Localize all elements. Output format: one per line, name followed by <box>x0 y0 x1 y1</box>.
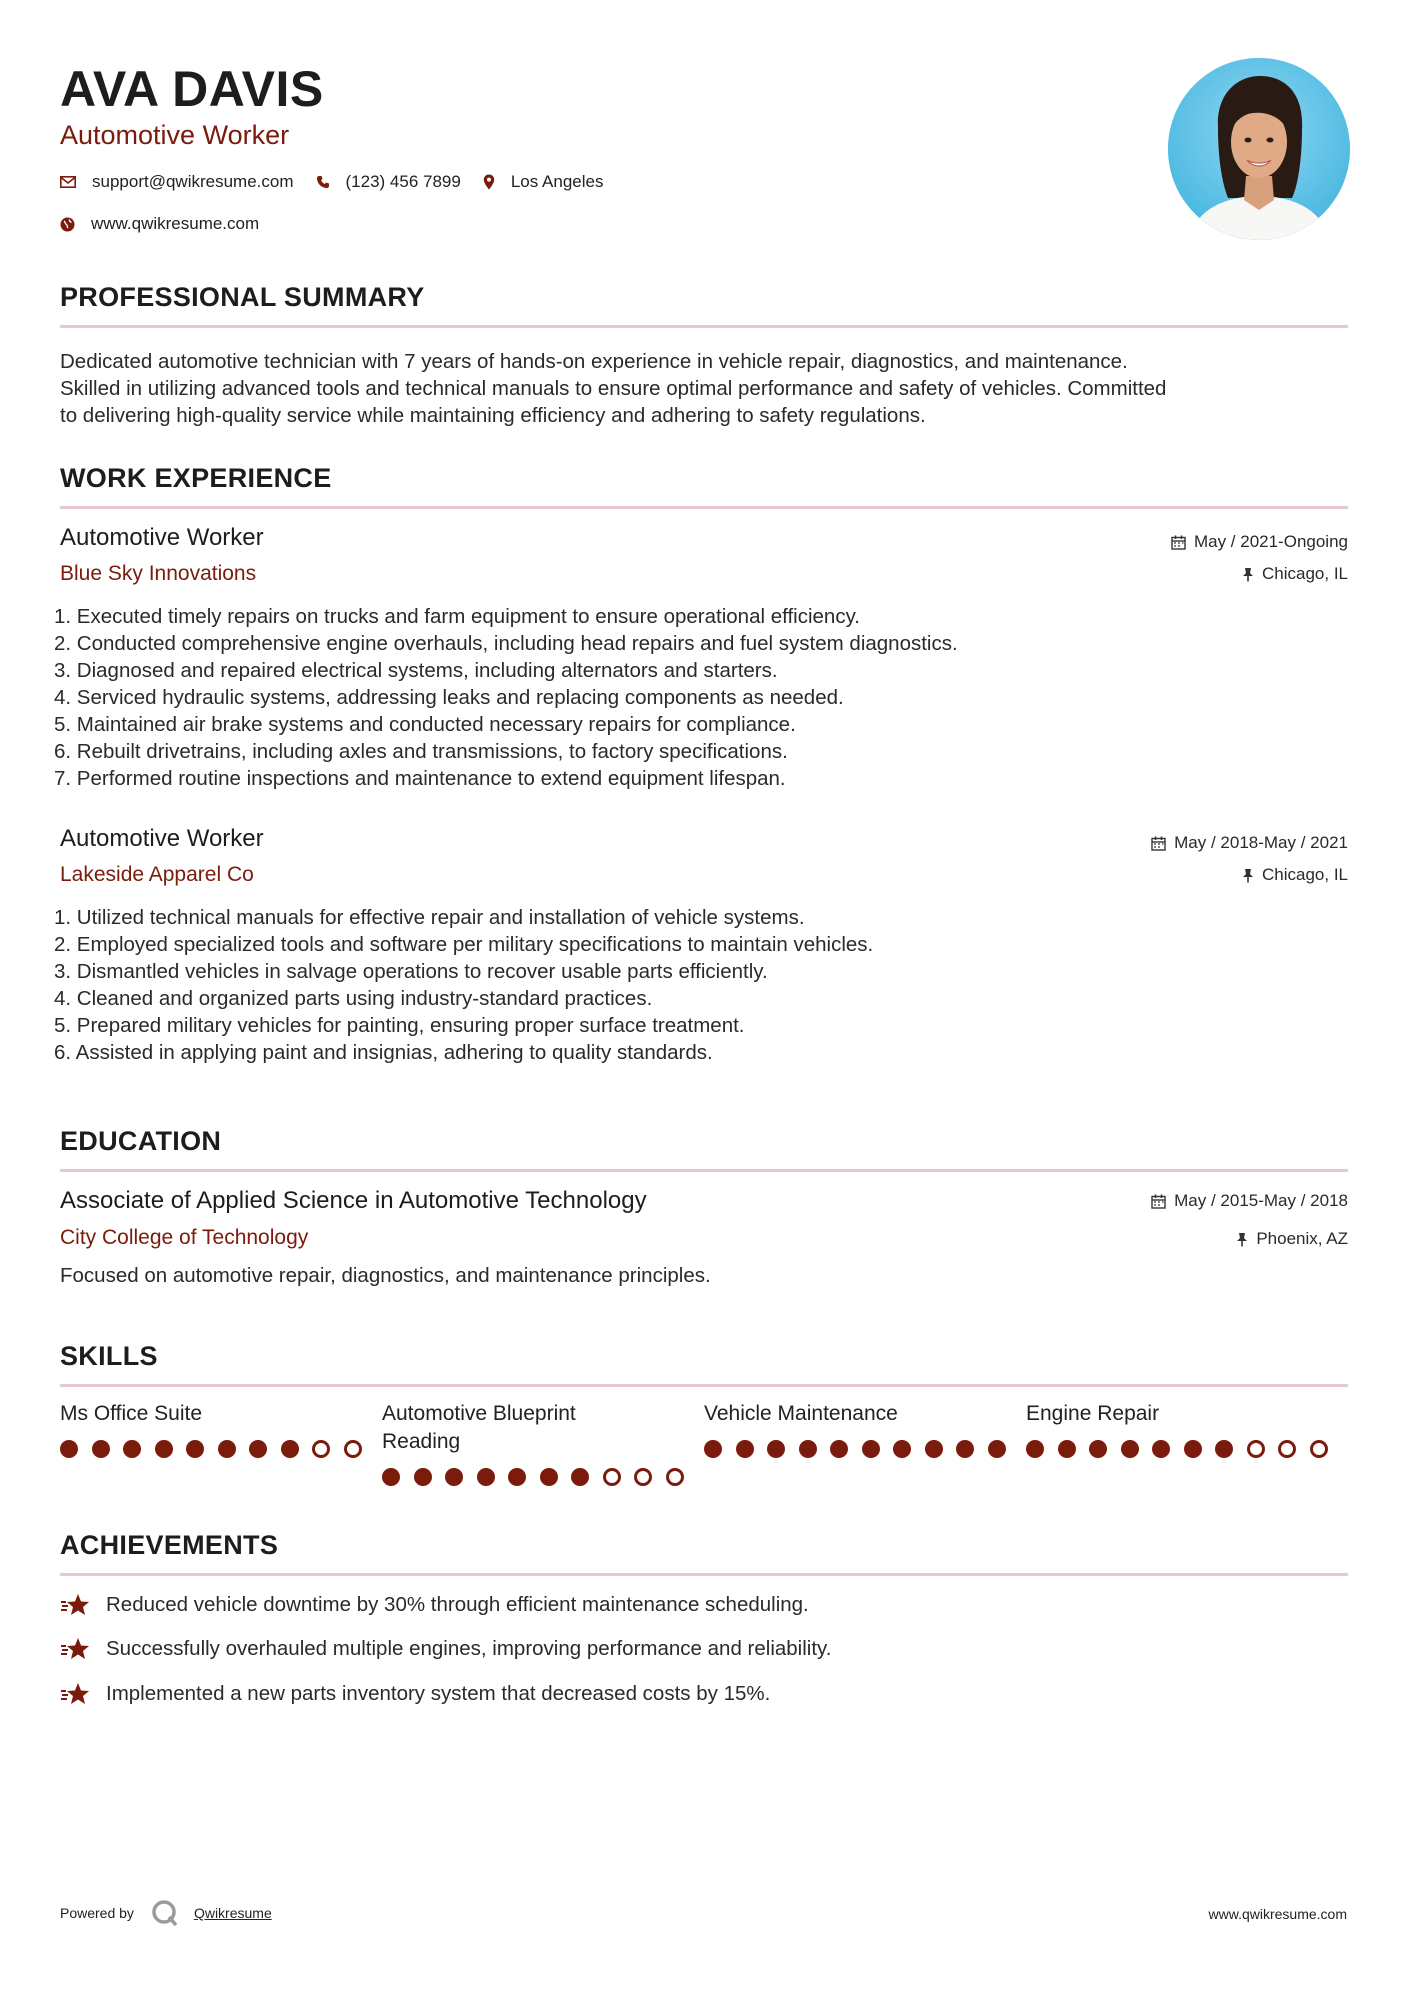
qwikresume-link[interactable]: Qwikresume <box>193 1905 272 1921</box>
rating-dot-filled <box>1058 1440 1076 1458</box>
list-item: 6. Rebuilt drivetrains, including axles and transmissions, to factory specifications. <box>54 740 788 763</box>
rating-dot-filled <box>704 1440 722 1458</box>
job-title: Automotive Worker <box>60 524 264 551</box>
skills-section <box>60 1341 1348 1387</box>
contact-row-secondary <box>60 214 281 234</box>
rating-dot-filled <box>382 1468 400 1486</box>
rating-dot-filled <box>477 1468 495 1486</box>
profile-photo <box>1168 58 1350 240</box>
section-divider <box>60 1573 1348 1576</box>
rating-dot-filled <box>988 1440 1006 1458</box>
experience-section <box>60 463 1348 509</box>
pushpin-icon <box>1236 1232 1248 1247</box>
rating-dot-empty <box>1278 1440 1296 1458</box>
job-bullets <box>54 904 873 1066</box>
rating-dot-filled <box>956 1440 974 1458</box>
section-divider <box>60 325 1348 328</box>
rating-dot-filled <box>1089 1440 1107 1458</box>
skill-item <box>382 1400 704 1486</box>
globe-icon <box>60 217 75 232</box>
website-text: www.qwikresume.com <box>91 214 260 233</box>
map-pin-icon <box>483 174 495 190</box>
list-item: 2. Conducted comprehensive engine overhauls, including head repairs and fuel system diagnostics. <box>54 632 958 655</box>
job-location-text: Chicago, IL <box>1262 865 1348 884</box>
footer-website[interactable]: www.qwikresume.com <box>1208 1906 1347 1922</box>
list-item: 4. Cleaned and organized parts using industry-standard practices. <box>54 987 653 1010</box>
education-description: Focused on automotive repair, diagnostics, and maintenance principles. <box>60 1264 711 1287</box>
list-item: 3. Diagnosed and repaired electrical systems, including alternators and starters. <box>54 659 778 682</box>
rating-dot-filled <box>281 1440 299 1458</box>
rating-dot-filled <box>60 1440 78 1458</box>
education-dates <box>1151 1191 1348 1211</box>
list-item: 6. Assisted in applying paint and insignias, adhering to quality standards. <box>54 1041 713 1064</box>
achievement-item <box>60 1681 770 1707</box>
qwikresume-logo-icon <box>150 1898 180 1928</box>
phone-icon <box>316 175 330 189</box>
job-company: Lakeside Apparel Co <box>60 863 254 886</box>
section-divider <box>60 1169 1348 1172</box>
achievement-text: Reduced vehicle downtime by 30% through efficient maintenance scheduling. <box>106 1593 809 1616</box>
skills-heading: SKILLS <box>60 1341 158 1371</box>
job-dates-text: May / 2018-May / 2021 <box>1174 833 1348 852</box>
contact-email[interactable] <box>60 172 294 192</box>
degree-title: Associate of Applied Science in Automotive Technology <box>60 1187 647 1214</box>
job-dates <box>1171 532 1348 552</box>
rating-dot-filled <box>1215 1440 1233 1458</box>
list-item: 7. Performed routine inspections and maintenance to extend equipment lifespan. <box>54 767 786 790</box>
candidate-name: AVA DAVIS <box>60 61 324 117</box>
education-heading: EDUCATION <box>60 1126 222 1156</box>
rating-dot-filled <box>925 1440 943 1458</box>
rating-dot-filled <box>1152 1440 1170 1458</box>
summary-line: Skilled in utilizing advanced tools and technical manuals to ensure optimal performance and safety of vehicles. Committed <box>60 377 1167 400</box>
skill-name: Automotive Blueprint Reading <box>382 1402 576 1453</box>
job-location <box>1242 865 1348 885</box>
achievement-item <box>60 1636 831 1662</box>
list-item: 2. Employed specialized tools and software per military specifications to maintain vehicles. <box>54 933 874 956</box>
skill-name: Vehicle Maintenance <box>704 1402 898 1425</box>
rating-dot-empty <box>344 1440 362 1458</box>
calendar-icon <box>1171 535 1186 550</box>
rating-dot-filled <box>767 1440 785 1458</box>
education-location-text: Phoenix, AZ <box>1256 1229 1348 1248</box>
rating-dot-empty <box>1310 1440 1328 1458</box>
list-item: 3. Dismantled vehicles in salvage operations to recover usable parts efficiently. <box>54 960 768 983</box>
rating-dot-filled <box>123 1440 141 1458</box>
skill-rating <box>60 1440 382 1458</box>
star-icon <box>60 1592 92 1618</box>
rating-dot-filled <box>186 1440 204 1458</box>
list-item: 1. Executed timely repairs on trucks and farm equipment to ensure operational efficiency. <box>54 605 860 628</box>
skill-rating <box>1026 1440 1348 1458</box>
rating-dot-filled <box>414 1468 432 1486</box>
rating-dot-filled <box>540 1468 558 1486</box>
achievement-text: Successfully overhauled multiple engines, improving performance and reliability. <box>106 1637 832 1660</box>
skill-name: Ms Office Suite <box>60 1402 202 1425</box>
education-section <box>60 1126 1348 1172</box>
achievements-section <box>60 1530 1348 1576</box>
list-item: 1. Utilized technical manuals for effective repair and installation of vehicle systems. <box>54 906 805 929</box>
skill-rating <box>382 1468 704 1486</box>
skill-rating <box>704 1440 1026 1458</box>
rating-dot-filled <box>1184 1440 1202 1458</box>
rating-dot-filled <box>155 1440 173 1458</box>
rating-dot-filled <box>1121 1440 1139 1458</box>
rating-dot-empty <box>1247 1440 1265 1458</box>
summary-heading: PROFESSIONAL SUMMARY <box>60 282 425 312</box>
rating-dot-filled <box>445 1468 463 1486</box>
envelope-icon <box>60 176 76 188</box>
rating-dot-filled <box>799 1440 817 1458</box>
rating-dot-filled <box>830 1440 848 1458</box>
star-icon <box>60 1636 92 1662</box>
summary-section <box>60 282 1348 429</box>
list-item: 4. Serviced hydraulic systems, addressing leaks and replacing components as needed. <box>54 686 844 709</box>
achievements-heading: ACHIEVEMENTS <box>60 1530 279 1560</box>
pushpin-icon <box>1242 567 1254 582</box>
rating-dot-empty <box>634 1468 652 1486</box>
job-entry <box>54 524 1348 794</box>
summary-text <box>60 348 1348 429</box>
list-item: 5. Prepared military vehicles for painting, ensuring proper surface treatment. <box>54 1014 745 1037</box>
rating-dot-filled <box>1026 1440 1044 1458</box>
skill-item <box>704 1400 1026 1486</box>
school-name: City College of Technology <box>60 1226 309 1249</box>
star-icon <box>60 1681 92 1707</box>
email-text: support@qwikresume.com <box>92 172 294 191</box>
list-item: 5. Maintained air brake systems and conducted necessary repairs for compliance. <box>54 713 796 736</box>
education-dates-text: May / 2015-May / 2018 <box>1174 1191 1348 1210</box>
rating-dot-empty <box>312 1440 330 1458</box>
achievement-text: Implemented a new parts inventory system that decreased costs by 15%. <box>106 1682 771 1705</box>
job-company: Blue Sky Innovations <box>60 562 257 585</box>
summary-line: Dedicated automotive technician with 7 years of hands-on experience in vehicle repair, diagnostics, and maintenance. <box>60 350 1128 373</box>
rating-dot-filled <box>249 1440 267 1458</box>
experience-heading: WORK EXPERIENCE <box>60 463 332 493</box>
skill-item <box>60 1400 382 1486</box>
job-bullets <box>54 603 958 792</box>
contact-location <box>483 172 604 192</box>
job-dates <box>1151 833 1348 853</box>
rating-dot-filled <box>893 1440 911 1458</box>
rating-dot-filled <box>92 1440 110 1458</box>
footer-powered-by <box>60 1898 272 1928</box>
rating-dot-empty <box>666 1468 684 1486</box>
contact-website[interactable] <box>60 214 259 234</box>
rating-dot-filled <box>862 1440 880 1458</box>
rating-dot-filled <box>508 1468 526 1486</box>
job-entry <box>54 825 1348 1075</box>
rating-dot-filled <box>218 1440 236 1458</box>
summary-line: to delivering high-quality service while maintaining efficiency and adhering to safety regulations. <box>60 404 926 427</box>
powered-by-label: Powered by <box>60 1905 134 1921</box>
education-entry <box>60 1187 1348 1297</box>
calendar-icon <box>1151 1194 1166 1209</box>
job-location <box>1242 564 1348 584</box>
education-location <box>1236 1229 1348 1249</box>
phone-text: (123) 456 7899 <box>345 172 461 191</box>
candidate-title: Automotive Worker <box>60 120 290 150</box>
section-divider <box>60 1384 1348 1387</box>
skill-name: Engine Repair <box>1026 1402 1160 1425</box>
location-text: Los Angeles <box>510 172 604 191</box>
section-divider <box>60 506 1348 509</box>
achievement-item <box>60 1592 809 1618</box>
job-dates-text: May / 2021-Ongoing <box>1193 532 1348 551</box>
rating-dot-filled <box>571 1468 589 1486</box>
skills-grid <box>60 1400 1348 1486</box>
rating-dot-empty <box>603 1468 621 1486</box>
contact-row-primary <box>60 172 625 192</box>
pushpin-icon <box>1242 868 1254 883</box>
skill-item <box>1026 1400 1348 1486</box>
job-location-text: Chicago, IL <box>1262 564 1348 583</box>
contact-phone[interactable] <box>316 172 461 192</box>
rating-dot-filled <box>736 1440 754 1458</box>
job-title: Automotive Worker <box>60 825 264 852</box>
calendar-icon <box>1151 836 1166 851</box>
